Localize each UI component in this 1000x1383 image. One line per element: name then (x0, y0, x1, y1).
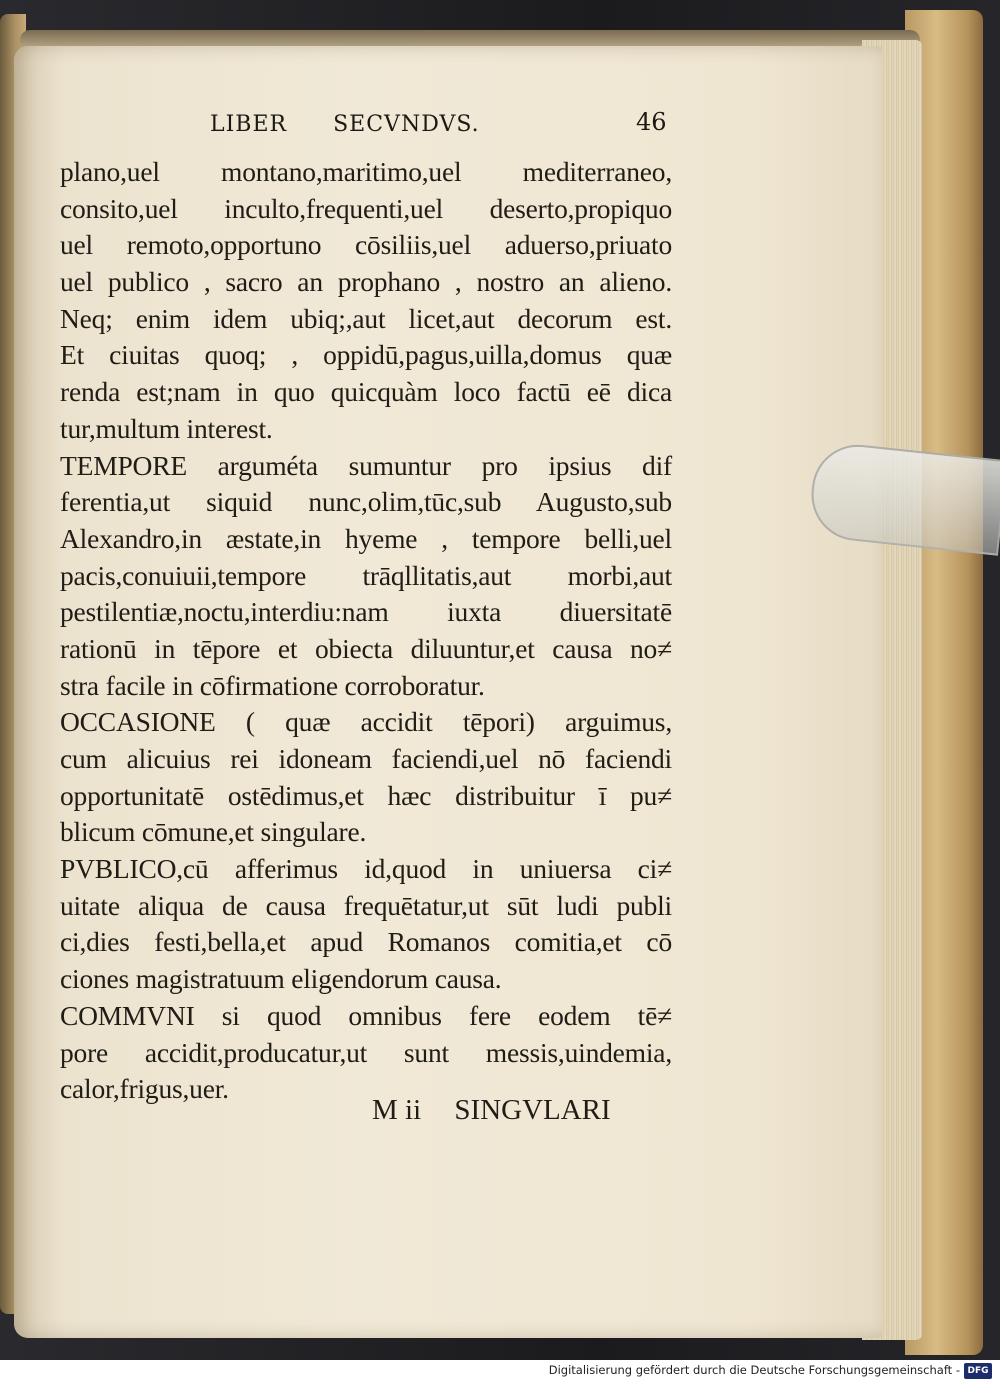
signature-mark: M ii (372, 1094, 422, 1126)
footer-credit: Digitalisierung gefördert durch die Deutsche Forschungsgemeinschaft - (548, 1363, 960, 1377)
text-line: Neq; enim idem ubiq;,aut licet,aut decorum est. (60, 302, 672, 334)
dfg-logo: DFG (964, 1363, 992, 1379)
text-line: Alexandro,in æstate,in hyeme , tempore belli,uel (60, 522, 672, 554)
running-head-right: SECVNDVS. (333, 112, 480, 137)
text-line: TEMPORE arguméta sumuntur pro ipsius dif (60, 449, 672, 481)
text-line: tur,multum interest. (60, 412, 273, 444)
text-line: blicum cōmune,et singulare. (60, 816, 367, 848)
text-line: pestilentiæ,noctu,interdiu:nam iuxta diuersitatē (60, 596, 672, 628)
text-line: stra facile in cōfirmatione corroboratur. (60, 669, 485, 701)
text-line: renda est;nam in quo quicquàm loco factū eē dica (60, 376, 672, 408)
text-line: cum alicuius rei idoneam faciendi,uel nō faciendi (60, 743, 672, 774)
text-line: ferentia,ut siquid nunc,olim,tūc,sub Augusto,sub (60, 486, 672, 518)
footer-bar (0, 1360, 1000, 1383)
running-head (210, 112, 480, 137)
text-line: opportunitatē ostēdimus,et hæc distribuitur ī pu≠ (60, 779, 672, 811)
text-line: PVBLICO,cū afferimus id,quod in uniuersa ci≠ (60, 853, 672, 885)
text-line: pore accidit,producatur,ut sunt messis,uindemia, (60, 1036, 672, 1068)
text-line: OCCASIONE ( quæ accidit tēpori) arguimus, (60, 706, 672, 738)
running-head-left: LIBER (210, 112, 288, 137)
text-line: calor,frigus,uer. (60, 1073, 229, 1105)
text-line: consito,uel inculto,frequenti,uel deserto,propiquo (60, 192, 672, 224)
text-line: uel publico , sacro an prophano , nostro an alieno. (60, 266, 672, 298)
text-line: plano,uel montano,maritimo,uel mediterraneo, (60, 156, 672, 187)
text-line: ci,dies festi,bella,et apud Romanos comitia,et cō (60, 926, 672, 958)
text-line: uitate aliqua de causa frequētatur,ut sūt ludi publi (60, 889, 672, 921)
catchword-line (372, 1094, 611, 1127)
text-block (60, 154, 672, 1108)
text-line: ciones magistratuum eligendorum causa. (60, 963, 502, 995)
catchword: SINGVLARI (454, 1094, 611, 1126)
text-line: COMMVNI si quod omnibus fere eodem tē≠ (60, 999, 672, 1031)
text-line: rationū in tēpore et obiecta diluuntur,et causa no≠ (60, 632, 672, 664)
text-line: uel remoto,opportuno cōsiliis,uel aduerso,priuato (60, 229, 672, 261)
folio-number: 46 (636, 108, 667, 136)
text-line: Et ciuitas quoq; , oppidū,pagus,uilla,domus quæ (60, 339, 672, 371)
text-line: pacis,conuiuii,tempore trāqllitatis,aut morbi,aut (60, 559, 672, 591)
